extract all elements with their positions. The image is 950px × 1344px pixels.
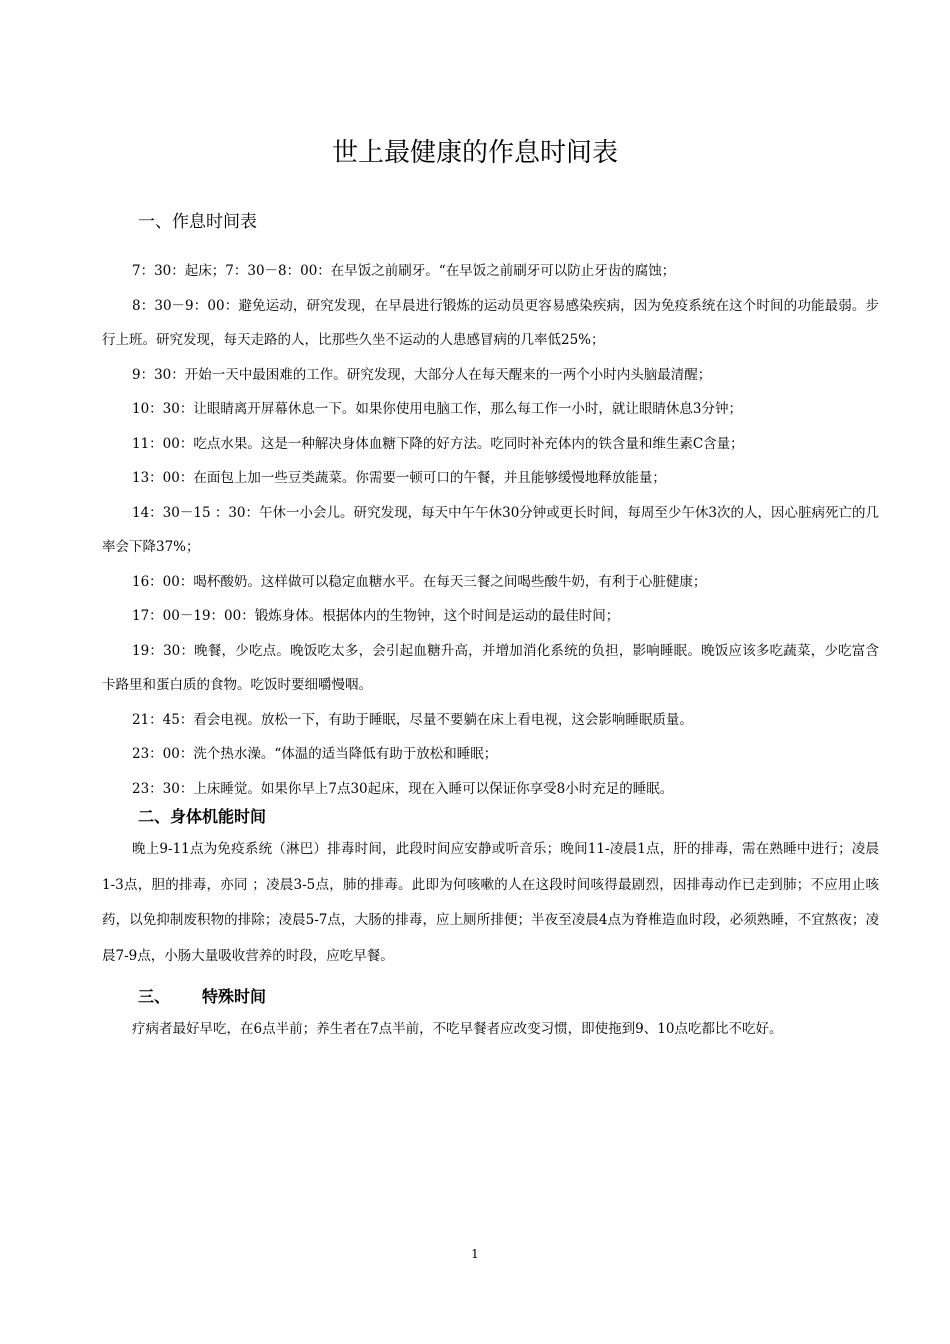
body-function-section [102,832,879,974]
schedule-item: 9：30：开始一天中最困难的工作。研究发现，大部分人在每天醒来的一两个小时内头脑最清醒； [132,366,712,383]
section-heading-special-time [138,986,266,1008]
schedule-item: 7：30：起床；7：30－8：00：在早饭之前刷牙。“在早饭之前刷牙可以防止牙齿的腐蚀； [132,263,676,279]
body-function-paragraph: 晚上9-11点为免疫系统（淋巴）排毒时间，此段时间应安静或听音乐；晚间11-凌晨1点，肝的排毒，需在熟睡中进行；凌晨1-3点，胆的排毒，亦同 ；凌晨3-5点，肺的排毒。此即为何咳嗽的人在这段时间咳得最剧烈，因排毒动作已走到肺；不应用止咳药，以免抑制废积物的排除；凌晨5-7点，大肠的排毒，应上厕所排便；半夜至凌晨4点为脊椎造血时段，必须熟睡，不宜熬夜；凌晨7-9点，小肠大量吸收营养的时段，应吃早餐。 [102,841,879,964]
schedule-item: 11：00：吃点水果。这是一种解决身体血糖下降的好方法。吃同时补充体内的铁含量和维生素C含量； [132,435,744,452]
schedule-list [102,254,879,806]
schedule-item: 8：30－9：00：避免运动，研究发现，在早晨进行锻炼的运动员更容易感染疾病，因为免疫系统在这个时间的功能最弱。步行上班。研究发现，每天走路的人，比那些久坐不运动的人患感冒病的几率低25%； [102,297,879,348]
special-time-section [102,1012,879,1047]
schedule-item: 14：30－15 ：30：午休一小会儿。研究发现，每天中午午休30分钟或更长时间，每周至少午休3次的人，因心脏病死亡的几率会下降37%； [102,504,879,555]
schedule-item: 23：00：洗个热水澡。“体温的适当降低有助于放松和睡眠； [132,746,498,762]
schedule-item: 17：00－19：00：锻炼身体。根据体内的生物钟，这个时间是运动的最佳时间； [132,608,620,624]
schedule-item: 19：30：晚餐，少吃点。晚饭吃太多，会引起血糖升高，并增加消化系统的负担，影响睡眠。晚饭应该多吃蔬菜，少吃富含卡路里和蛋白质的食物。吃饭时要细嚼慢咽。 [102,642,879,693]
section-number: 三、 [138,987,171,1006]
page-number: 1 [471,1247,479,1261]
schedule-item: 23：30：上床睡觉。如果你早上7点30起床，现在入睡可以保证你享受8小时充足的睡眠。 [132,780,674,797]
schedule-item: 13：00：在面包上加一些豆类蔬菜。你需要一顿可口的午餐，并且能够缓慢地释放能量； [132,470,666,486]
schedule-item: 21：45：看会电视。放松一下，有助于睡眠，尽量不要躺在床上看电视，这会影响睡眠质量。 [132,711,693,728]
special-time-paragraph: 疗病者最好早吃，在6点半前；养生者在7点半前，不吃早餐者应改变习惯，即使拖到9、10点吃都比不吃好。 [132,1021,783,1037]
section-heading-body-function: 二、身体机能时间 [138,807,267,826]
schedule-item: 16：00：喝杯酸奶。这样做可以稳定血糖水平。在每天三餐之间喝些酸牛奶，有利于心脏健康； [132,573,707,590]
section-heading-label: 特殊时间 [202,987,267,1006]
schedule-item: 10：30：让眼睛离开屏幕休息一下。如果你使用电脑工作，那么每工作一小时，就让眼睛休息3分钟； [132,401,742,417]
document-title: 世上最健康的作息时间表 [331,138,618,168]
section-heading-schedule: 一、作息时间表 [138,212,257,232]
